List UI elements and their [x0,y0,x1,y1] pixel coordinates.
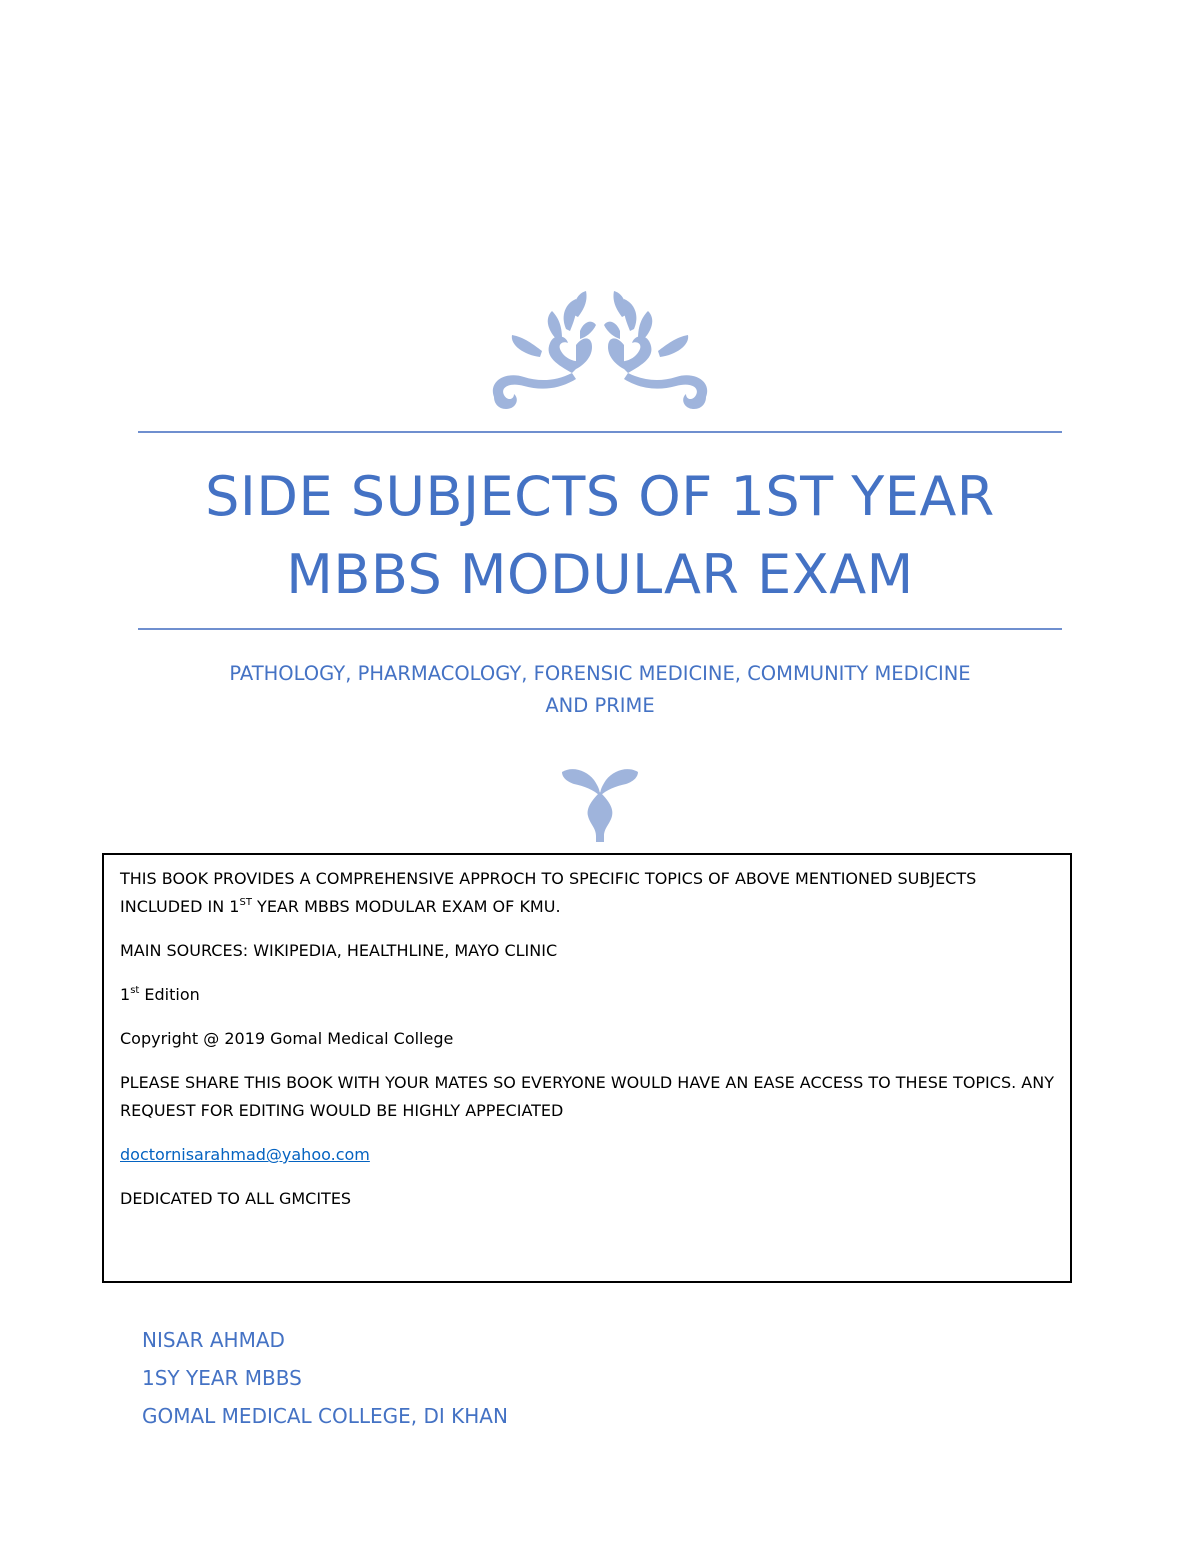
share-request: PLEASE SHARE THIS BOOK WITH YOUR MATES SO EVERYONE WOULD HAVE AN EASE ACCESS TO THESE TOPICS. ANY REQUEST FOR EDITING WOULD BE HIGHLY APPECIATED [120,1073,1054,1120]
contact-email-line [120,1141,1054,1169]
edition-number: 1 [120,985,131,1004]
book-info-box [102,853,1072,1283]
author-year: 1SY YEAR MBBS [142,1366,302,1390]
fleuron-ornament-icon [560,762,640,844]
copyright: Copyright @ 2019 Gomal Medical College [120,1029,454,1048]
document-title [100,458,1100,614]
dedication: DEDICATED TO ALL GMCITES [120,1189,352,1208]
main-sources: MAIN SOURCES: WIKIPEDIA, HEALTHLINE, MAYO CLINIC [120,941,558,960]
title-line-1: SIDE SUBJECTS OF 1ST YEAR [205,465,995,528]
edition-label: Edition [139,985,200,1004]
author-college: GOMAL MEDICAL COLLEGE, DI KHAN [142,1404,508,1428]
author-name: NISAR AHMAD [142,1328,285,1352]
book-intro-text-end: YEAR MBBS MODULAR EXAM OF KMU. [251,897,561,916]
contact-email-link[interactable]: doctornisarahmad@yahoo.com [120,1145,370,1164]
book-intro-text: THIS BOOK PROVIDES A COMPREHENSIVE APPROCH TO SPECIFIC TOPICS OF ABOVE MENTIONED SUBJECTS INCLUDED IN 1 [120,869,977,916]
title-top-rule [138,431,1062,433]
edition [120,981,1054,1009]
acanthus-scroll-ornament-icon [480,285,720,415]
book-intro-superscript: ST [239,897,252,908]
author-block [142,1321,942,1435]
subtitle-line-1: PATHOLOGY, PHARMACOLOGY, FORENSIC MEDICINE, COMMUNITY MEDICINE [229,662,971,685]
title-line-2: MBBS MODULAR EXAM [286,543,914,606]
document-subtitle [140,658,1060,722]
book-intro [120,865,1054,921]
subtitle-line-2: AND PRIME [545,694,655,717]
title-bottom-rule [138,628,1062,630]
edition-superscript: st [130,985,140,996]
